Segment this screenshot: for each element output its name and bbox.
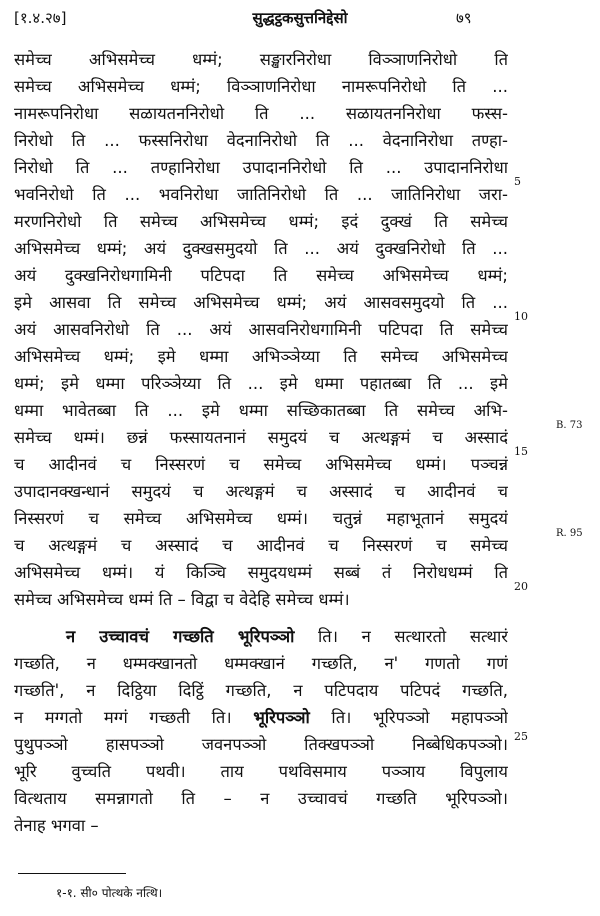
line-number: 25 (514, 730, 528, 743)
text-line: भवनिरोधो ति ... भवनिरोधा जातिनिरोधो ति ... जातिनिरोधा जरा- (14, 185, 508, 204)
text-line: तेनाह भगवा – (14, 816, 99, 835)
footnote: १-१. सी० पोत्थके नत्थि। (56, 886, 163, 900)
text-line: च अत्थङ्गमं च अस्सादं च आदीनवं च निस्सरणं च समेच्च (14, 536, 508, 555)
line-number: 20 (514, 580, 528, 593)
text-line: अभिसमेच्च धम्मं; अयं दुक्खसमुदयो ति ... अयं दुक्खनिरोधो ति ... (14, 239, 508, 258)
text-line: मरणनिरोधो ति समेच्च अभिसमेच्च धम्मं; इदं दुक्खं ति समेच्च (14, 212, 508, 231)
text-line: अभिसमेच्च धम्मं। यं किञ्चि समुदयधम्मं सब्बं तं निरोधधम्मं ति (14, 563, 508, 582)
text-line: भूरि वुच्चति पथवी। ताय पथविसमाय पञ्ञाय विपुलाय (14, 762, 508, 781)
paragraph-2 (14, 623, 508, 839)
text-span: ति। न सत्थारतो सत्थारं (294, 627, 508, 646)
line-number: 10 (514, 310, 528, 323)
text-line: इमे आसवा ति समेच्च अभिसमेच्च धम्मं; अयं आसवसमुदयो ति ... (14, 293, 508, 312)
text-span: ति। भूरिपञ्ञो महापञ्ञो (309, 708, 508, 727)
text-line: निरोधो ति ... तण्हानिरोधा उपादाननिरोधो ति ... उपादाननिरोधा (14, 158, 508, 177)
text-line: धम्मा भावेतब्बा ति ... इमे धम्मा सच्छिकातब्बा ति समेच्च अभि- (14, 401, 508, 420)
text-line: पुथुपञ्ञो हासपञ्ञो जवनपञ्ञो तिक्खपञ्ञो निब्बेधिकपञ्ञो। (14, 735, 508, 754)
running-title: सुद्धट्ठकसुत्तनिद्देसो (252, 9, 348, 27)
footnote-rule (18, 873, 126, 874)
text-line: समेच्च धम्मं। छन्नं फस्सायतनानं समुदयं च अत्थङ्गमं च अस्सादं (14, 428, 508, 447)
page-section-ref: [१.४.२७] (14, 9, 67, 27)
page-number: ७९ (456, 9, 472, 27)
text-line: गच्छति', न दिट्ठिया दिट्ठिं गच्छति, न पटिपदाय पटिपदं गच्छति, (14, 681, 508, 700)
keyword: भूरिपञ्ञो (253, 708, 310, 727)
text-line (14, 623, 508, 650)
line-number: 15 (514, 445, 528, 458)
margin-reference: R. 95 (556, 528, 583, 539)
text-line: च आदीनवं च निस्सरणं च समेच्च अभिसमेच्च धम्मं। पञ्चन्नं (14, 455, 508, 474)
verse-quote: न उच्चावचं गच्छति भूरिपञ्ञो (66, 627, 295, 646)
text-line: समेच्च अभिसमेच्च धम्मं; विञ्ञाणनिरोधा नामरूपनिरोधो ति ... (14, 77, 508, 96)
text-line: धम्मं; इमे धम्मा परिञ्ञेय्या ति ... इमे धम्मा पहातब्बा ति ... इमे (14, 374, 508, 393)
paragraph-1 (14, 46, 508, 613)
text-line: निस्सरणं च समेच्च अभिसमेच्च धम्मं। चतुन्नं महाभूतानं समुदयं (14, 509, 508, 528)
text-line: अयं दुक्खनिरोधगामिनी पटिपदा ति समेच्च अभिसमेच्च धम्मं; (14, 266, 508, 285)
text-line (14, 704, 508, 731)
line-number: 5 (514, 175, 521, 188)
main-text (14, 46, 508, 839)
text-line: गच्छति, न धम्मक्खानतो धम्मक्खानं गच्छति, न' गणतो गणं (14, 654, 508, 673)
text-line: निरोधो ति ... फस्सनिरोधा वेदनानिरोधो ति ... वेदनानिरोधा तण्हा- (14, 131, 508, 150)
text-line: अयं आसवनिरोधो ति ... अयं आसवनिरोधगामिनी पटिपदा ति समेच्च (14, 320, 508, 339)
text-line: वित्थताय समन्नागतो ति – न उच्चावचं गच्छति भूरिपञ्ञो। (14, 789, 508, 808)
text-line: समेच्च अभिसमेच्च धम्मं ति – विद्वा च वेदेहि समेच्च धम्मं। (14, 590, 350, 609)
text-line: समेच्च अभिसमेच्च धम्मं; सङ्खारनिरोधा विञ्ञाणनिरोधो ति (14, 50, 508, 69)
margin-reference: B. 73 (556, 420, 583, 431)
text-line: नामरूपनिरोधा सळायतननिरोधो ति ... सळायतननिरोधा फस्स- (14, 104, 508, 123)
text-line: अभिसमेच्च धम्मं; इमे धम्मा अभिञ्ञेय्या ति समेच्च अभिसमेच्च (14, 347, 508, 366)
text-span: न मग्गतो मग्गं गच्छती ति। (14, 708, 254, 727)
text-line: उपादानक्खन्धानं समुदयं च अत्थङ्गमं च अस्सादं च आदीनवं च (14, 482, 508, 501)
